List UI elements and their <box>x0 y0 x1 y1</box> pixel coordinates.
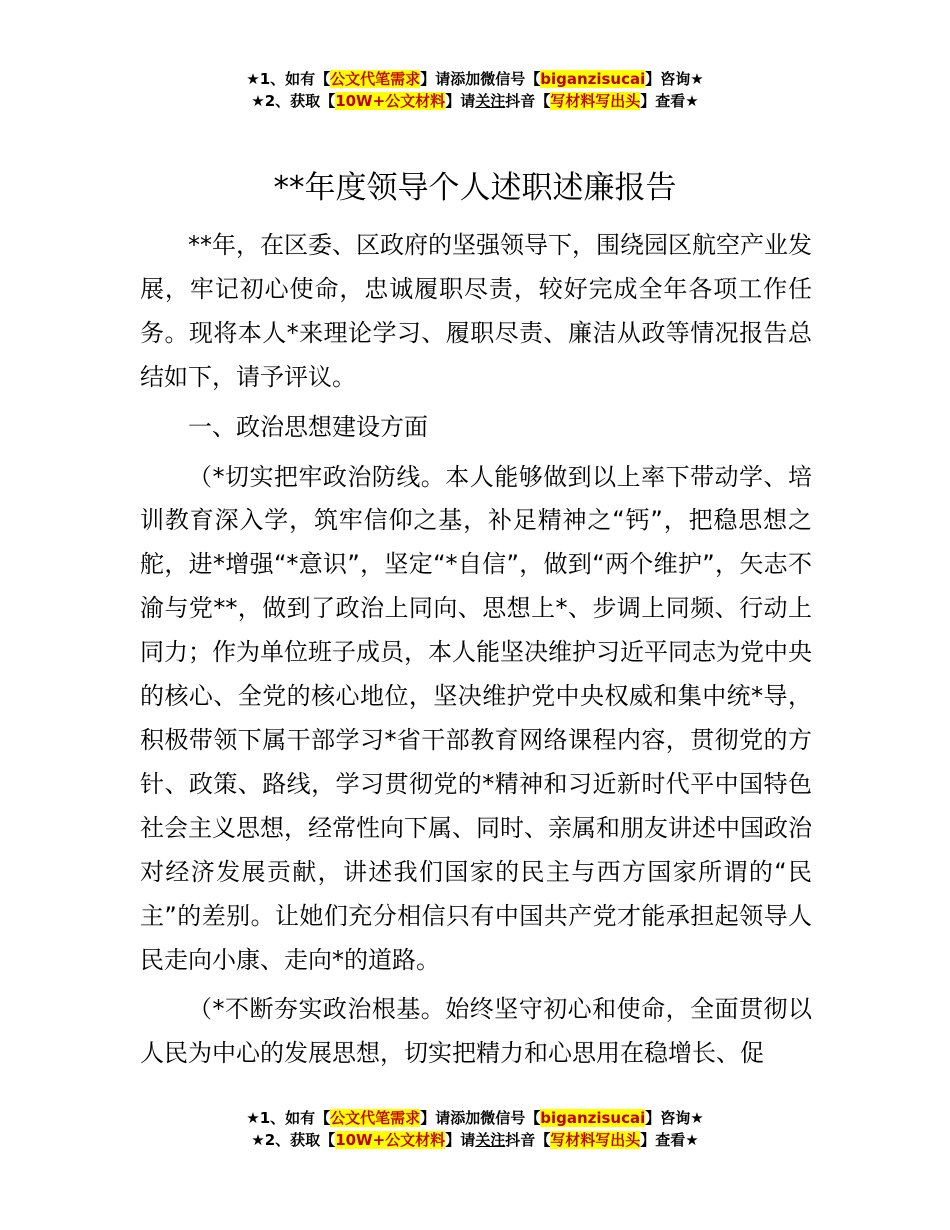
paragraph-intro: **年，在区委、区政府的坚强领导下，围绕园区航空产业发展，牢记初心使命，忠诚履职尽责，较好完成全年各项工作任务。现将本人*来理论学习、履职尽责、廉洁从政等情况报告总结如下，请予评议。 <box>140 231 812 391</box>
banner-text: ★2、获取【 <box>251 1131 336 1149</box>
paragraph-political-foundation: （*不断夯实政治根基。始终坚守初心和使命，全面贯彻以人民为中心的发展思想，切实把精力和心思用在稳增长、促 <box>140 995 812 1068</box>
banner-text: 】查看★ <box>640 92 699 110</box>
paragraph-political-defense: （*切实把牢政治防线。本人能够做到以上率下带动学、培训教育深入学，筑牢信仰之基，补足精神之“钙”，把稳思想之舵，进*增强“*意识”，坚定“*自信”，做到“两个维护”，矢志不渝与党**，做到了政治上同向、思想上*、步调上同频、行动上同力；作为单位班子成员，本人能坚决维护习近平同志为党中央的核心、全党的核心地位，坚决维护党中央权威和集中统*导，积极带领下属干部学习*省干部教育网络课程内容，贯彻党的方针、政策、路线，学习贯彻党的*精神和习近新时代平中国特色社会主义思想，经常性向下属、同时、亲属和朋友讲述中国政治对经济发展贡献，讲述我们国家的民主与西方国家所谓的“民主”的差别。让她们充分相信只有中国共产党才能承担起领导人民走向小康、走向*的道路。 <box>140 462 812 974</box>
banner-text: 】请 <box>445 1131 476 1149</box>
header-banner <box>0 68 950 112</box>
banner-text: 】咨询★ <box>645 70 704 88</box>
banner-line-1 <box>0 1107 950 1129</box>
banner-highlight: 10W+公文材料 <box>335 1131 446 1149</box>
banner-text: ★2、获取【 <box>251 92 336 110</box>
banner-text: 抖音【 <box>505 1131 551 1149</box>
banner-highlight: biganzisucai <box>540 1109 646 1127</box>
banner-text: 】咨询★ <box>645 1109 704 1127</box>
banner-line-2 <box>0 90 950 112</box>
banner-highlight: 写材料写出头 <box>550 1131 641 1149</box>
banner-underlined: 关注 <box>475 1131 506 1149</box>
banner-underlined: 关注 <box>475 92 506 110</box>
banner-text: 】请添加微信号【 <box>420 1109 541 1127</box>
banner-line-2 <box>0 1129 950 1151</box>
banner-line-1 <box>0 68 950 90</box>
banner-text: 】查看★ <box>640 1131 699 1149</box>
banner-highlight: 写材料写出头 <box>550 92 641 110</box>
banner-text: ★1、如有【 <box>246 70 331 88</box>
document-title: **年度领导个人述职述廉报告 <box>273 170 677 206</box>
banner-highlight: biganzisucai <box>540 70 646 88</box>
document-body <box>140 224 812 1079</box>
banner-text: 】请添加微信号【 <box>420 70 541 88</box>
banner-highlight: 公文代笔需求 <box>330 70 421 88</box>
section-heading: 一、政治思想建设方面 <box>188 412 428 441</box>
banner-highlight: 公文代笔需求 <box>330 1109 421 1127</box>
banner-text: 】请 <box>445 92 476 110</box>
banner-text: ★1、如有【 <box>246 1109 331 1127</box>
banner-text: 抖音【 <box>505 92 551 110</box>
footer-banner <box>0 1107 950 1151</box>
banner-highlight: 10W+公文材料 <box>335 92 446 110</box>
